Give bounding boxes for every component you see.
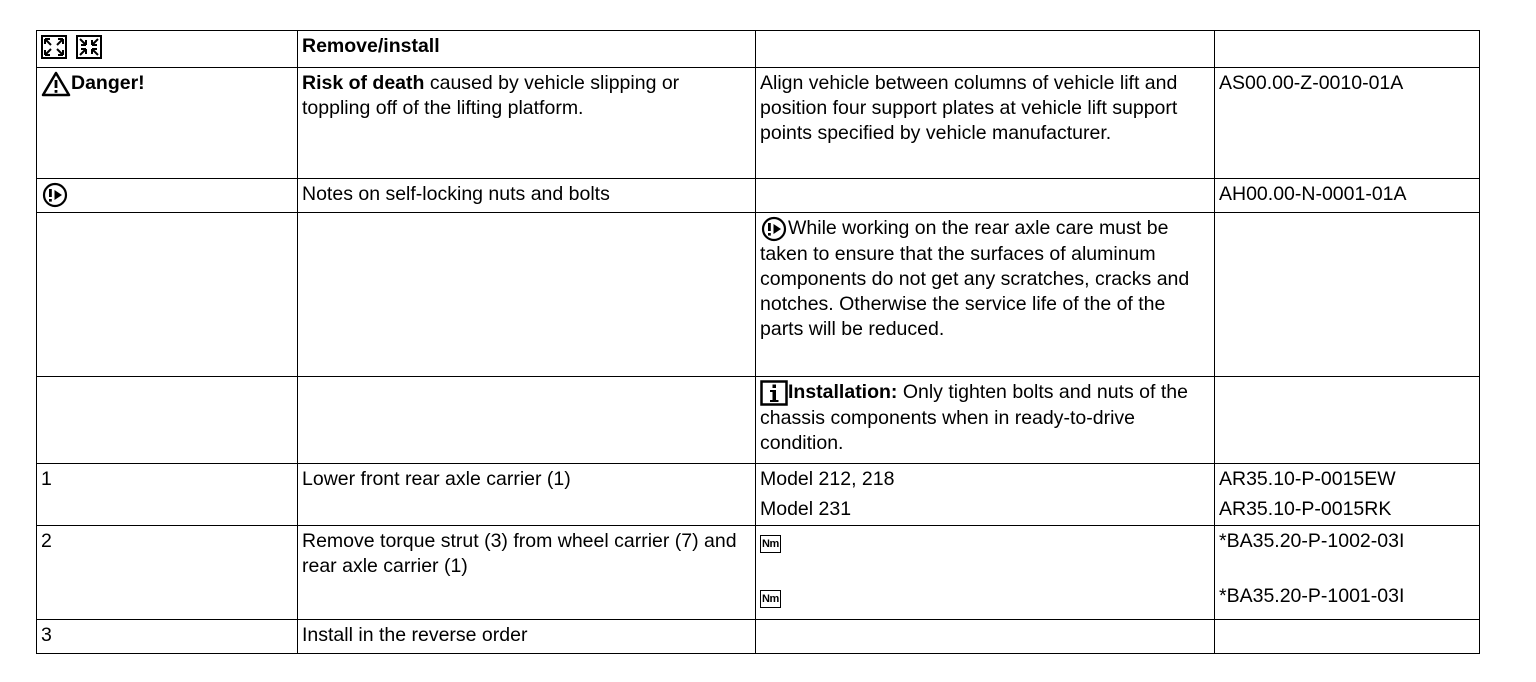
torque-nm-icon[interactable]: Nm [760, 535, 781, 553]
torque-nm-icon-2[interactable]: Nm [760, 590, 781, 608]
step-text: Install in the reverse order [298, 620, 756, 654]
notes-doc-ref[interactable]: AH00.00-N-0001-01A [1215, 179, 1480, 213]
danger-cell [37, 68, 298, 179]
header-row [37, 31, 1480, 68]
caution-row [37, 213, 1480, 377]
step-number: 1 [37, 464, 298, 526]
step-empty-cell-2 [1215, 620, 1480, 654]
doc-ref-1001-03i[interactable]: *BA35.20-P-1001-03I [1219, 585, 1405, 607]
notes-text: Notes on self-locking nuts and bolts [298, 179, 756, 213]
danger-instruction: Align vehicle between columns of vehicle lift and position four support plates at vehicle lift support points specified by vehicle manufacturer. [756, 68, 1215, 179]
step-docs [1215, 464, 1480, 526]
procedure-table [36, 30, 1480, 654]
notes-icon-cell [37, 179, 298, 213]
step-row [37, 464, 1480, 526]
installation-empty-cell-2 [298, 377, 756, 464]
step-empty-cell [756, 620, 1215, 654]
step-torque-cell [756, 526, 1215, 620]
step-row [37, 620, 1480, 654]
installation-empty-cell-3 [1215, 377, 1480, 464]
step-text: Lower front rear axle carrier (1) [298, 464, 756, 526]
step-docs [1215, 526, 1480, 620]
installation-text: Only tighten bolts and nuts of the chassis components when in ready-to-drive condition. [760, 381, 1188, 454]
danger-label: Danger! [71, 72, 145, 95]
caution-notice-icon [760, 216, 788, 242]
notes-row [37, 179, 1480, 213]
caution-cell [756, 213, 1215, 377]
installation-row [37, 377, 1480, 464]
header-empty-cell [756, 31, 1215, 68]
step-text: Remove torque strut (3) from wheel carrier (7) and rear axle carrier (1) [298, 526, 756, 620]
warning-triangle-icon [41, 71, 71, 97]
danger-risk-cell [298, 68, 756, 179]
header-icons-cell [37, 31, 298, 68]
header-empty-cell-2 [1215, 31, 1480, 68]
caution-empty-cell-3 [1215, 213, 1480, 377]
risk-of-death-label: Risk of death [302, 72, 425, 94]
installation-empty-cell [37, 377, 298, 464]
caution-empty-cell-2 [298, 213, 756, 377]
step-number: 3 [37, 620, 298, 654]
info-icon [760, 380, 788, 406]
doc-ref-0015ew[interactable]: AR35.10-P-0015EW [1219, 468, 1396, 490]
remove-icon [41, 35, 67, 59]
caution-text: While working on the rear axle care must be taken to ensure that the surfaces of aluminum components do not get any scratches, cracks and notches. Otherwise the service life of the of the parts will be reduced. [760, 217, 1190, 340]
model-231: Model 231 [760, 498, 852, 520]
doc-ref-1002-03i[interactable]: *BA35.20-P-1002-03I [1219, 530, 1405, 552]
installation-cell [756, 377, 1215, 464]
install-icon [76, 35, 102, 59]
step-details [756, 464, 1215, 526]
caution-empty-cell [37, 213, 298, 377]
step-row [37, 526, 1480, 620]
danger-row [37, 68, 1480, 179]
risk-description: caused by vehicle slipping or toppling off of the lifting platform. [302, 72, 680, 119]
installation-label: Installation: [788, 381, 898, 404]
step-number: 2 [37, 526, 298, 620]
danger-doc-ref[interactable]: AS00.00-Z-0010-01A [1215, 68, 1480, 179]
header-title: Remove/install [298, 31, 756, 68]
self-locking-notice-icon [41, 182, 69, 208]
notes-empty-cell [756, 179, 1215, 213]
model-212-218: Model 212, 218 [760, 468, 895, 490]
doc-ref-0015rk[interactable]: AR35.10-P-0015RK [1219, 498, 1392, 520]
